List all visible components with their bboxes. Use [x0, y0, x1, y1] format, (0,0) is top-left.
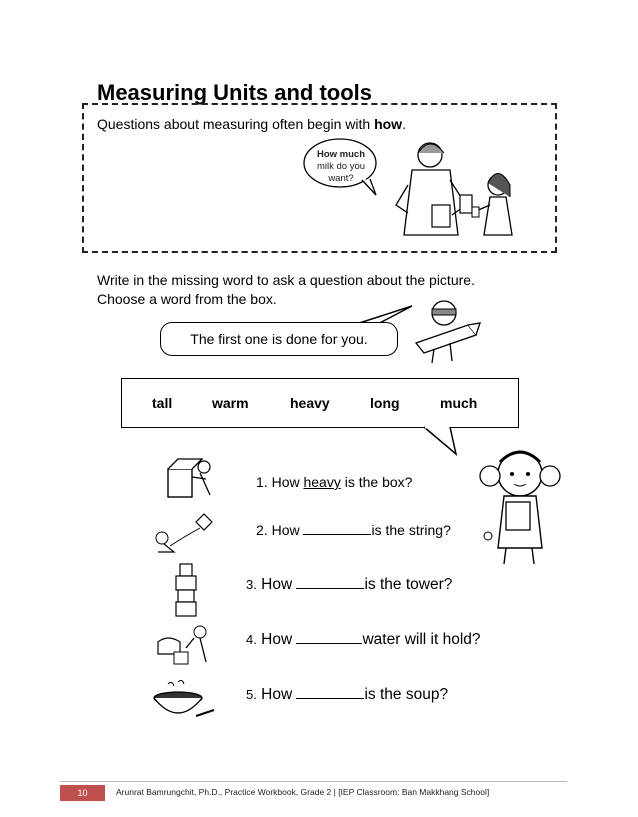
word-option: warm	[212, 395, 249, 411]
question-5	[246, 686, 448, 704]
pouring-water-icon	[150, 624, 220, 668]
answer-blank[interactable]	[303, 525, 371, 535]
question-prefix: How	[271, 522, 304, 538]
question-suffix: is the soup?	[364, 686, 449, 703]
intro-text	[97, 116, 406, 132]
question-suffix: is the tower?	[364, 576, 453, 593]
question-suffix: is the string?	[371, 522, 451, 538]
word-option: heavy	[290, 395, 330, 411]
question-prefix: How	[271, 474, 304, 490]
box-lifting-icon	[162, 455, 218, 501]
speech-bubble-text	[305, 149, 377, 185]
page-title: Measuring Units and tools	[97, 80, 373, 105]
intro-lead: Questions about measuring often begin with	[97, 116, 375, 132]
kite-kid-icon	[152, 508, 218, 556]
question-prefix: How	[261, 631, 297, 648]
answer-blank[interactable]	[296, 634, 362, 644]
footer-text: Arunrat Bamrungchit, Ph.D., Practice Workbook, Grade 2 | [IEP Classroom: Ban Makkhang School]	[116, 787, 490, 797]
question-prefix: How	[261, 686, 297, 703]
question-number: 2.	[256, 522, 268, 538]
answer-heavy: heavy	[303, 474, 341, 490]
soup-bowl-icon	[148, 680, 220, 724]
word-option: tall	[152, 395, 173, 411]
question-number: 3.	[246, 577, 257, 592]
speech-line-3: want?	[328, 173, 354, 184]
word-option: much	[440, 395, 478, 411]
question-suffix: water will it hold?	[362, 631, 481, 648]
word-option: long	[370, 395, 400, 411]
hint-bubble	[160, 322, 398, 356]
page-number-text: 10	[77, 788, 88, 798]
question-2	[256, 522, 451, 538]
hint-text: The first one is done for you.	[190, 331, 368, 347]
question-number: 1.	[256, 474, 268, 490]
page-number	[60, 785, 105, 801]
question-number: 4.	[246, 632, 257, 647]
question-number: 5.	[246, 687, 257, 702]
intro-bold: how	[374, 116, 403, 132]
intro-end: .	[402, 116, 406, 132]
block-tower-icon	[172, 562, 202, 618]
girl-clipboard-icon	[476, 440, 562, 570]
question-suffix: is the box?	[340, 474, 413, 490]
footer-divider	[60, 781, 567, 782]
question-prefix: How	[261, 576, 297, 593]
instruction-line-2: Choose a word from the box.	[97, 291, 277, 307]
speech-line-1: How much	[316, 149, 366, 160]
question-3	[246, 576, 452, 594]
word-box-tail	[420, 426, 470, 456]
answer-blank[interactable]	[296, 689, 364, 699]
pencil-kid-icon	[412, 295, 482, 367]
answer-blank[interactable]	[296, 579, 364, 589]
question-1	[256, 474, 412, 490]
question-4	[246, 631, 481, 649]
speech-line-2: milk do you	[316, 161, 366, 172]
instruction-line-1: Write in the missing word to ask a question about the picture.	[97, 272, 475, 288]
